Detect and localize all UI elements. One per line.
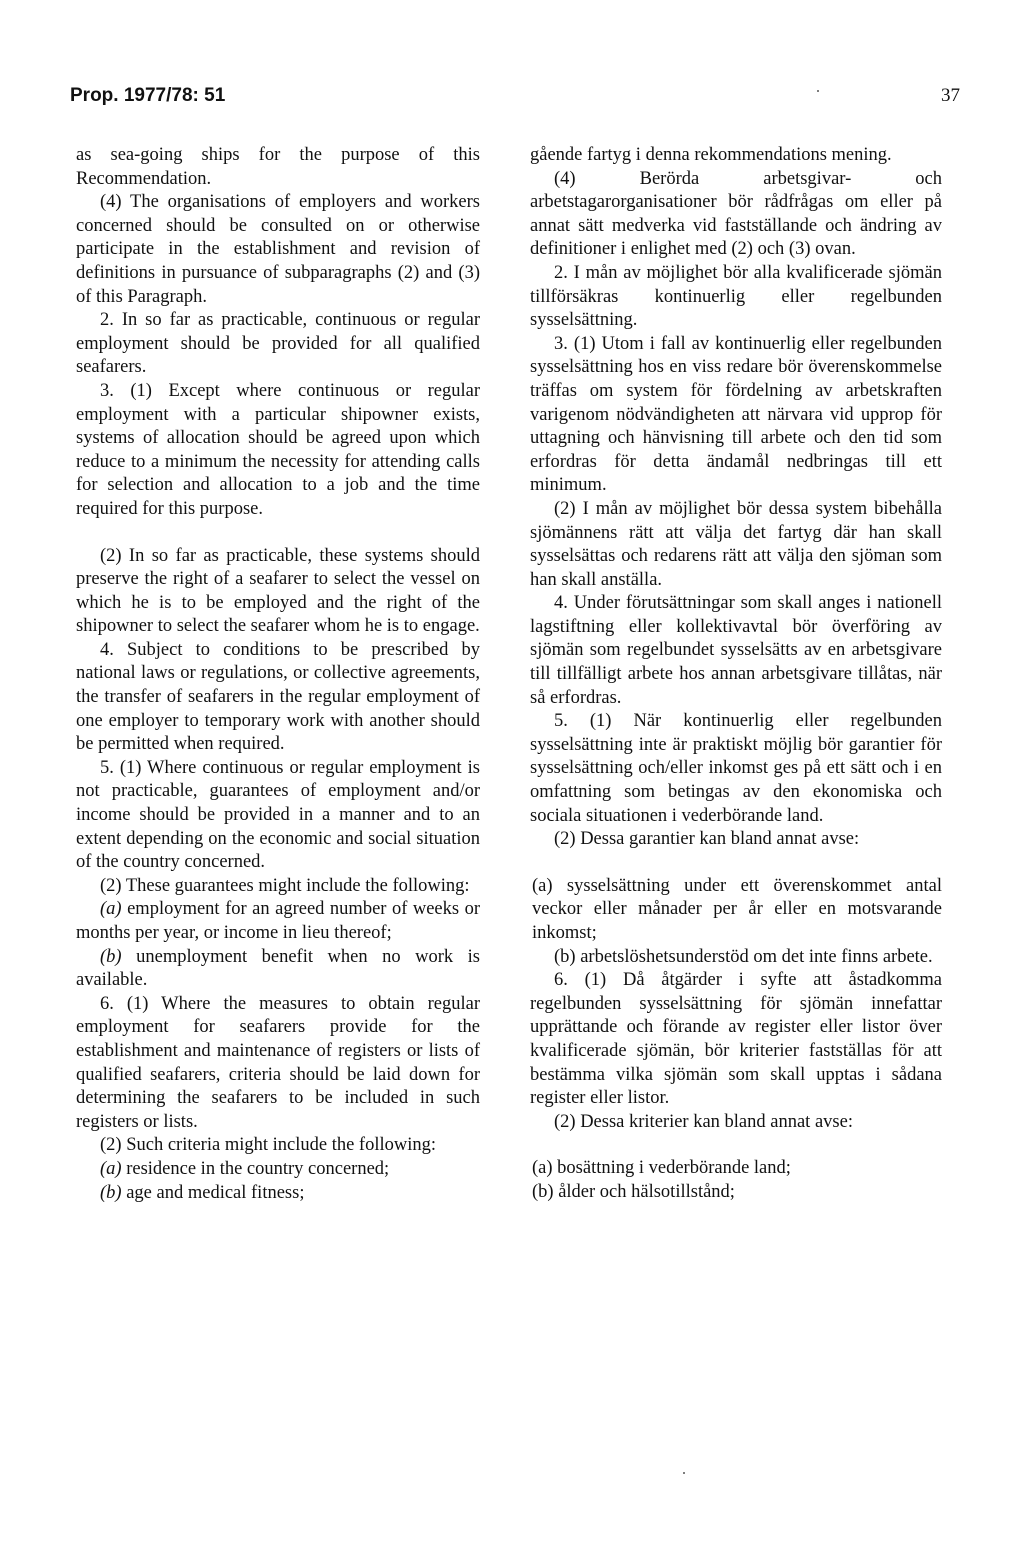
en-paragraph: as sea-going ships for the purpose of this Recommendation. [76, 145, 480, 189]
en-list-text: unemployment benefit when no work is available. [76, 946, 481, 991]
en-list-label: (a) [100, 899, 122, 920]
en-paragraph: (4) The organisations of employers and workers concerned should be consulted on or otherwise participate in the establishment and revision of definitions in pursuance of subparagraphs (2) and (3) of this Paragraph. [76, 192, 480, 307]
sv-paragraph: 3. (1) Utom i fall av kontinuerlig eller regelbunden sysselsättning hos en viss redare bör överenskommelse träffas om system för fördelning av arbetskraften varigenom nödvändigheten att närvara vid upprop för uttagning och hänvisning till arbete och den tid som erfordras för detta ändamål nedbringas till ett minimum. [530, 333, 942, 496]
sv-paragraph: (4) Berörda arbetsgivar- och arbetstagarorganisationer bör rådfrågas om eller på annat sätt medverka vid fastställande och ändring av definitioner i enlighet med (2) och (3) ovan. [530, 168, 942, 260]
document-reference: Prop. 1977/78: 51 [70, 85, 226, 106]
sv-paragraph: (2) I mån av möjlighet bör dessa system bibehålla sjömännens rätt att välja det fartyg där han skall sysselsättas och redarens rätt att välja den sjöman som han skall anställa. [530, 498, 942, 590]
sv-list-item: (b) ålder och hälsotillstånd; [532, 1181, 735, 1202]
en-list-label: (b) [100, 1182, 122, 1203]
english-column [76, 144, 480, 1205]
scan-speck [817, 90, 819, 92]
en-list-item [76, 946, 480, 993]
sv-list-item: (a) bosättning i vederbörande land; [532, 1158, 791, 1179]
en-paragraph: (2) Such criteria might include the following: [100, 1135, 436, 1156]
sv-paragraph: 5. (1) När kontinuerlig eller regelbunden sysselsättning inte är praktiskt möjlig bör garantier för sysselsättning och/eller inkomst ges på ett sätt och i en omfattning som betingas av den ekonomiska och sociala situationen i vederbörande land. [530, 711, 942, 826]
sv-list-item: (b) arbetslöshetsunderstöd om det inte finns arbete. [554, 946, 933, 967]
sv-paragraph: (2) Dessa kriterier kan bland annat avse: [554, 1111, 853, 1132]
sv-paragraph: gående fartyg i denna rekommendations mening. [530, 145, 892, 165]
en-list-item [76, 1158, 480, 1182]
en-list-label: (a) [100, 1158, 122, 1179]
sv-list-item: (a) sysselsättning under ett överenskommet antal veckor eller månader per år eller en motsvarande inkomst; [532, 875, 942, 943]
sv-paragraph: 2. I mån av möjlighet bör alla kvalificerade sjömän tillförsäkras kontinuerlig eller regelbunden sysselsättning. [530, 262, 942, 331]
page-number: 37 [941, 85, 960, 106]
en-list-text: residence in the country concerned; [126, 1158, 390, 1179]
en-list-text: employment for an agreed number of weeks or months per year, or income in lieu thereof; [76, 899, 481, 943]
en-paragraph: (2) In so far as practicable, these systems should preserve the right of a seafarer to select the vessel on which he is to be employed and the right of the shipowner to select the seafarer whom he is to engage. [76, 545, 480, 637]
sv-paragraph: (2) Dessa garantier kan bland annat avse: [554, 829, 860, 850]
en-paragraph: (2) These guarantees might include the following: [100, 875, 470, 896]
en-paragraph: 2. In so far as practicable, continuous or regular employment should be provided for all qualified seafarers. [76, 310, 480, 378]
en-list-item [76, 898, 480, 945]
en-paragraph: 3. (1) Except where continuous or regular employment with a particular shipowner exists, systems of allocation should be agreed upon which reduce to a minimum the necessity for attending calls for selection and allocation to a job and the time required for this purpose. [76, 380, 480, 519]
en-paragraph: 5. (1) Where continuous or regular employment is not practicable, guarantees of employment and/or income should be provided in a manner and to an extent depending on the economic and social situation of the country concerned. [76, 757, 480, 873]
en-paragraph: 4. Subject to conditions to be prescribed by national laws or regulations, or collective agreements, the transfer of seafarers in the regular employment of one employer to temporary work with another should be permitted when required. [76, 639, 480, 755]
en-list-item [76, 1182, 480, 1206]
en-paragraph: 6. (1) Where the measures to obtain regular employment for seafarers provide for the establishment and maintenance of registers or lists of qualified seafarers, criteria should be laid down for determining the seafarers to be included in such registers or lists. [76, 993, 480, 1132]
sv-paragraph: 6. (1) Då åtgärder i syfte att åstadkomma regelbunden sysselsättning för sjömän innefattar upprättande och förande av register eller listor över kvalificerade sjömän, bör kriterier fastställas för att bestämma vilka sjömän som skall upptas i sådana register eller listor. [530, 970, 942, 1109]
swedish-column [530, 144, 942, 1205]
en-list-text: age and medical fitness; [126, 1182, 305, 1203]
scan-speck [683, 1472, 685, 1474]
sv-paragraph: 4. Under förutsättningar som skall anges i nationell lagstiftning eller kollektivavtal bör överföring av sjömän som regelbundet sysselsätts av en arbetsgivare till tillfälligt arbete hos annan arbetsgivare tillåtas, när så erfordras. [530, 593, 942, 708]
en-list-label: (b) [100, 946, 122, 967]
